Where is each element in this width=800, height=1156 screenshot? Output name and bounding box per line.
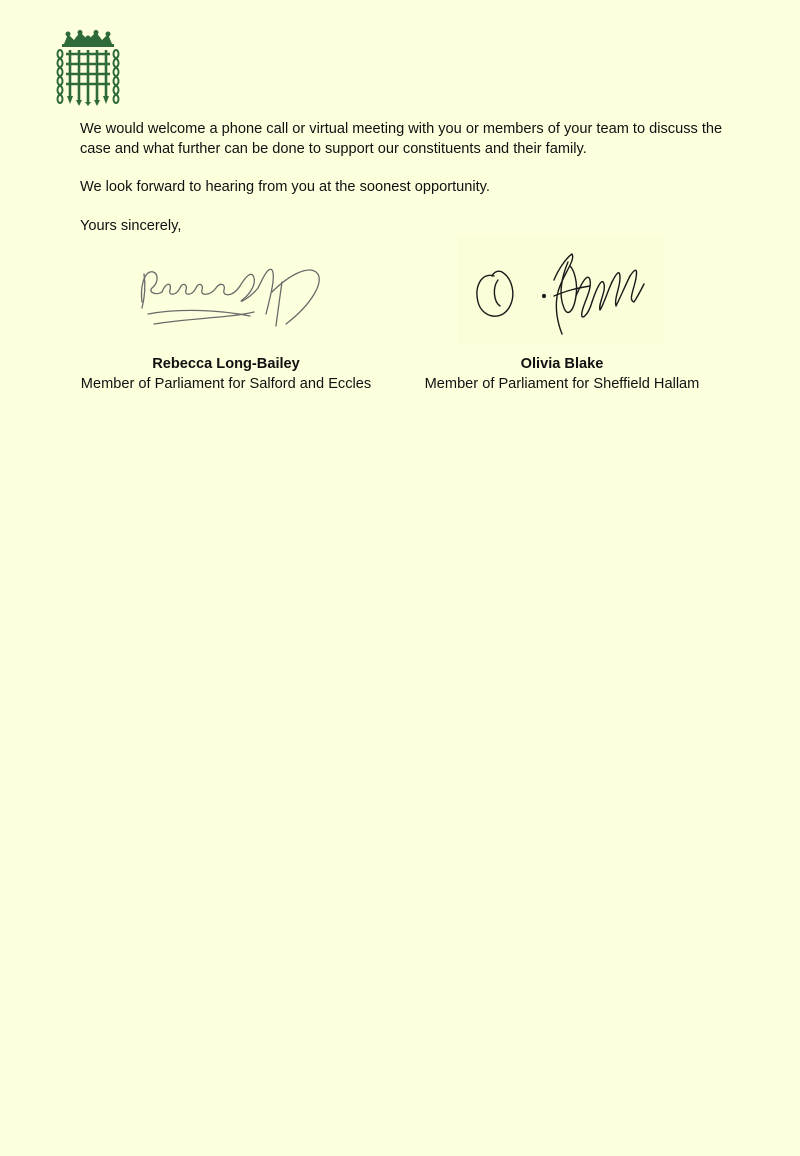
portcullis-crest-icon xyxy=(56,30,120,106)
signatory-name: Olivia Blake xyxy=(520,356,604,372)
signatory-name: Rebecca Long-Bailey xyxy=(152,356,300,372)
body-paragraph: We look forward to hearing from you at the soonest opportunity. xyxy=(80,179,490,195)
signature-olivia-blake xyxy=(458,236,663,344)
signatory-role: Member of Parliament for Salford and Eccles xyxy=(80,376,372,392)
body-paragraph: We would welcome a phone call or virtual meeting with you or members of your team to discuss the case and what further can be done to support our constituents and their family. xyxy=(80,121,723,157)
signatory-block xyxy=(402,354,722,394)
signatory-block xyxy=(66,354,386,394)
closing-salutation: Yours sincerely, xyxy=(80,218,182,234)
signatory-role: Member of Parliament for Sheffield Hallam xyxy=(424,376,700,392)
signature-rebecca-long-bailey xyxy=(130,252,350,342)
